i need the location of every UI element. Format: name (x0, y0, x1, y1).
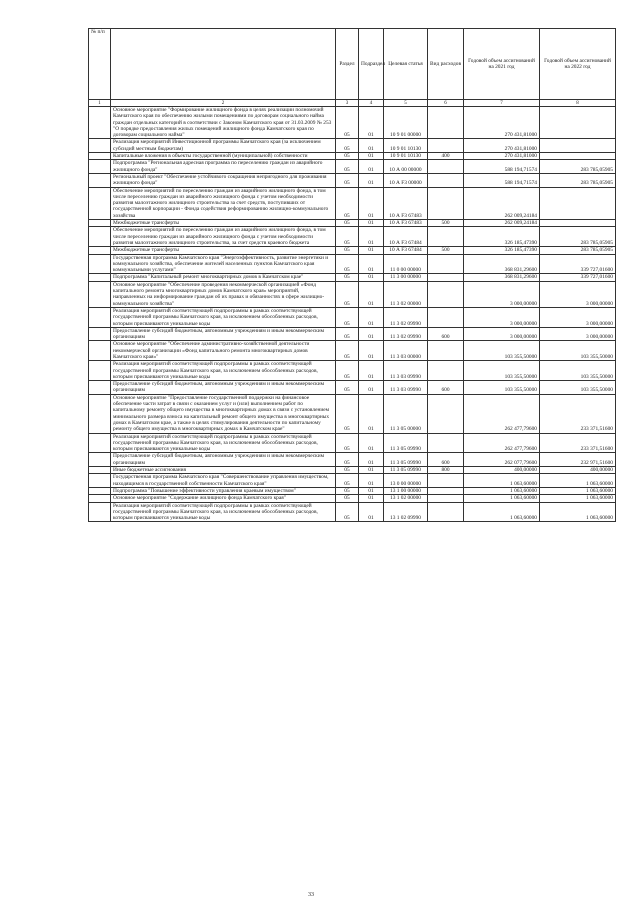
row-number-cell (89, 139, 111, 153)
row-name-cell: Обеспечение мероприятий по переселению граждан из аварийного жилищного фонда, в том числе переселению граждан из аварийного жилищного фонда с учетом необходимости развития малоэтажного жилищного строительства за счет средств, поступивших от государственной корпорации - Фонда содействия реформированию жилищно-коммунального хозяйства (111, 187, 336, 219)
row-year-2021-cell: 588 194,71574 (464, 160, 540, 174)
row-year-2022-cell: 283 785,05905 (540, 173, 616, 187)
row-number-cell (89, 495, 111, 502)
row-expense-type-cell (428, 160, 464, 174)
row-subsection-cell: 01 (359, 254, 384, 274)
row-expense-type-cell (428, 281, 464, 307)
row-year-2021-cell: 262 477,79600 (464, 394, 540, 433)
row-subsection-cell: 01 (359, 107, 384, 139)
row-subsection-cell: 01 (359, 381, 384, 395)
row-section-cell: 05 (336, 254, 359, 274)
row-number-cell (89, 173, 111, 187)
row-year-2021-cell: 103 355,50000 (464, 361, 540, 381)
row-target-article-cell: 11 0 00 00000 (384, 254, 428, 274)
row-subsection-cell: 01 (359, 187, 384, 219)
row-subsection-cell: 01 (359, 227, 384, 247)
row-year-2022-cell (540, 187, 616, 219)
table-row (89, 187, 616, 219)
table-row (89, 327, 616, 341)
row-name-cell: Обеспечение мероприятий по переселению граждан из аварийного жилищного фонда, в том числе переселению граждан из аварийного жилищного фонда с учетом необходимости развития малоэтажного жилищного строительства, за счет средств краевого бюджета (111, 227, 336, 247)
row-section-cell: 05 (336, 247, 359, 254)
row-target-article-cell: 10 А F3 67484 (384, 247, 428, 254)
row-subsection-cell: 01 (359, 394, 384, 433)
table-row (89, 160, 616, 174)
row-number-cell (89, 281, 111, 307)
row-expense-type-cell (428, 227, 464, 247)
row-number-cell (89, 394, 111, 433)
row-subsection-cell: 01 (359, 474, 384, 488)
row-year-2022-cell: 1 063,60000 (540, 487, 616, 494)
col-number: 8 (540, 100, 616, 107)
row-year-2021-cell: 1 063,60000 (464, 495, 540, 502)
row-section-cell: 05 (336, 327, 359, 341)
row-year-2022-cell: 1 063,60000 (540, 502, 616, 522)
row-expense-type-cell (428, 254, 464, 274)
row-year-2022-cell: 103 355,50000 (540, 381, 616, 395)
row-number-cell (89, 467, 111, 474)
header-num: № п/п (89, 29, 111, 100)
col-number: 2 (111, 100, 336, 107)
table-header-row (89, 29, 616, 100)
row-subsection-cell: 01 (359, 247, 384, 254)
row-section-cell: 05 (336, 433, 359, 453)
row-section-cell: 05 (336, 495, 359, 502)
col-number: 4 (359, 100, 384, 107)
row-target-article-cell: 11 3 00 00000 (384, 274, 428, 281)
row-year-2022-cell: 233 371,51600 (540, 394, 616, 433)
row-target-article-cell: 11 3 05 00000 (384, 394, 428, 433)
table-row (89, 502, 616, 522)
row-subsection-cell: 01 (359, 153, 384, 160)
row-expense-type-cell (428, 502, 464, 522)
row-name-cell: Региональный проект "Обеспечение устойчивого сокращения непригодного для проживания жилищного фонда" (111, 173, 336, 187)
row-target-article-cell: 10 А F3 67484 (384, 227, 428, 247)
row-name-cell: Основное мероприятие "Формирование жилищного фонда в целях реализации полномочий Камчатского края по обеспечению жилыми помещениями по договорам социального найма граждан отдельных категорий в соответствии с Законом Камчатского края от 31.03.2009 № 253 "О порядке предоставления жилых помещений жилищного фонда Камчатского края по договорам социального найма" (111, 107, 336, 139)
table-row (89, 220, 616, 227)
row-expense-type-cell (428, 487, 464, 494)
row-year-2021-cell: 1 063,60000 (464, 502, 540, 522)
row-number-cell (89, 220, 111, 227)
row-year-2021-cell: 326 185,47390 (464, 247, 540, 254)
table-row (89, 153, 616, 160)
row-target-article-cell: 11 3 03 09990 (384, 381, 428, 395)
row-subsection-cell: 01 (359, 453, 384, 467)
table-row (89, 173, 616, 187)
row-target-article-cell: 13 1 02 09990 (384, 502, 428, 522)
row-name-cell: Реализация мероприятий соответствующей подпрограммы в рамках соответствующей государственной программы Камчатского края, за исключением обособленных расходов, которым присваиваются уникальные коды (111, 307, 336, 327)
table-row (89, 139, 616, 153)
table-row (89, 381, 616, 395)
row-subsection-cell: 01 (359, 173, 384, 187)
row-section-cell: 05 (336, 220, 359, 227)
table-row (89, 227, 616, 247)
row-year-2021-cell: 368 831,29600 (464, 274, 540, 281)
row-subsection-cell: 01 (359, 220, 384, 227)
row-year-2022-cell: 339 727,01600 (540, 254, 616, 274)
header-subsection: Подраздел (359, 29, 384, 100)
row-name-cell: Межбюджетные трансферты (111, 247, 336, 254)
row-target-article-cell: 10 А F3 67483 (384, 187, 428, 219)
row-year-2022-cell: 233 371,51600 (540, 433, 616, 453)
row-subsection-cell: 01 (359, 281, 384, 307)
table-row (89, 394, 616, 433)
row-subsection-cell: 01 (359, 327, 384, 341)
row-section-cell: 05 (336, 227, 359, 247)
row-expense-type-cell: 800 (428, 467, 464, 474)
row-target-article-cell: 11 3 02 00000 (384, 281, 428, 307)
row-expense-type-cell (428, 474, 464, 488)
row-name-cell: Государственная программа Камчатского края "Энергоэффективность, развитие энергетики и коммунального хозяйства, обеспечение жителей населенных пунктов Камчатского края коммунальными услугами" (111, 254, 336, 274)
row-name-cell: Подпрограмма "Повышение эффективности управления краевым имуществом" (111, 487, 336, 494)
row-target-article-cell: 11 3 05 09990 (384, 467, 428, 474)
row-subsection-cell: 01 (359, 160, 384, 174)
row-section-cell: 05 (336, 274, 359, 281)
row-target-article-cell: 10 9 01 10130 (384, 139, 428, 153)
col-number: 5 (384, 100, 428, 107)
row-year-2021-cell: 326 185,47390 (464, 227, 540, 247)
row-section-cell: 05 (336, 107, 359, 139)
row-year-2022-cell: 3 000,00000 (540, 327, 616, 341)
row-year-2021-cell: 270 431,81000 (464, 107, 540, 139)
row-year-2021-cell: 400,00000 (464, 467, 540, 474)
row-number-cell (89, 247, 111, 254)
row-year-2021-cell: 262 077,79600 (464, 453, 540, 467)
row-subsection-cell: 01 (359, 433, 384, 453)
budget-allocation-table (88, 28, 616, 522)
row-year-2021-cell: 103 355,50000 (464, 381, 540, 395)
row-number-cell (89, 433, 111, 453)
row-number-cell (89, 474, 111, 488)
row-number-cell (89, 361, 111, 381)
table-row (89, 474, 616, 488)
row-section-cell: 05 (336, 474, 359, 488)
row-section-cell: 05 (336, 487, 359, 494)
table-row (89, 247, 616, 254)
table-row (89, 274, 616, 281)
row-expense-type-cell (428, 341, 464, 361)
row-expense-type-cell: 600 (428, 381, 464, 395)
row-number-cell (89, 327, 111, 341)
row-number-cell (89, 153, 111, 160)
row-name-cell: Предоставление субсидий бюджетным, автономным учреждениям и иным некоммерческим организациям (111, 381, 336, 395)
header-year-2022: Годовой объем ассигнований на 2022 год (540, 29, 616, 100)
row-number-cell (89, 381, 111, 395)
row-target-article-cell: 10 9 01 00000 (384, 107, 428, 139)
col-number: 6 (428, 100, 464, 107)
row-expense-type-cell (428, 307, 464, 327)
row-number-cell (89, 502, 111, 522)
row-target-article-cell: 11 3 03 00000 (384, 341, 428, 361)
row-name-cell: Предоставление субсидий бюджетным, автономным учреждениям и иным некоммерческим организациям (111, 327, 336, 341)
row-number-cell (89, 160, 111, 174)
row-name-cell: Реализация мероприятий соответствующей подпрограммы в рамках соответствующей государственной программы Камчатского края, за исключением обособленных расходов, которым присваиваются уникальные коды (111, 361, 336, 381)
row-year-2021-cell: 262 009,24184 (464, 187, 540, 219)
row-section-cell: 05 (336, 381, 359, 395)
row-expense-type-cell (428, 394, 464, 433)
row-target-article-cell: 10 А 00 00000 (384, 160, 428, 174)
row-year-2021-cell: 3 000,00000 (464, 281, 540, 307)
row-year-2022-cell: 400,00000 (540, 467, 616, 474)
row-year-2022-cell: 3 000,00000 (540, 307, 616, 327)
row-year-2021-cell: 270 431,81000 (464, 153, 540, 160)
row-section-cell: 05 (336, 139, 359, 153)
row-subsection-cell: 01 (359, 467, 384, 474)
header-section: Раздел (336, 29, 359, 100)
header-expense-type: Вид расходов (428, 29, 464, 100)
row-year-2022-cell: 283 785,05905 (540, 247, 616, 254)
row-name-cell: Иные бюджетные ассигнования (111, 467, 336, 474)
row-subsection-cell: 01 (359, 502, 384, 522)
table-row (89, 487, 616, 494)
row-expense-type-cell (428, 187, 464, 219)
table-row (89, 453, 616, 467)
row-expense-type-cell (428, 274, 464, 281)
row-year-2021-cell: 1 063,60000 (464, 474, 540, 488)
row-name-cell: Подпрограмма "Капитальный ремонт многоквартирных домов в Камчатском крае" (111, 274, 336, 281)
row-expense-type-cell (428, 173, 464, 187)
row-subsection-cell: 01 (359, 495, 384, 502)
col-number: 3 (336, 100, 359, 107)
table-row (89, 467, 616, 474)
row-expense-type-cell (428, 139, 464, 153)
header-name (111, 29, 336, 100)
table-row (89, 341, 616, 361)
table-row (89, 361, 616, 381)
row-name-cell: Реализация мероприятий Инвестиционной программы Камчатского края (за исключением субсидий местным бюджетам) (111, 139, 336, 153)
row-subsection-cell: 01 (359, 361, 384, 381)
row-subsection-cell: 01 (359, 274, 384, 281)
row-target-article-cell: 13 1 02 00000 (384, 495, 428, 502)
row-section-cell: 05 (336, 502, 359, 522)
row-year-2021-cell: 262 009,24184 (464, 220, 540, 227)
row-section-cell: 05 (336, 307, 359, 327)
row-name-cell: Основное мероприятие "Предоставление государственной поддержки на финансовое обеспечение части затрат в связи с оказанием услуг и (или) выполнением работ по капитальному ремонту общего имущества в многоквартирных домах в связи с установлением минимального размера взноса на капитальный ремонт общего имущества в многоквартирных домах в Камчатском крае, а также в целях стимулирования деятельности по капитальному ремонту общего имущества в многоквартирных домах в Камчатском крае" (111, 394, 336, 433)
row-expense-type-cell: 500 (428, 247, 464, 254)
row-year-2022-cell (540, 139, 616, 153)
row-expense-type-cell (428, 107, 464, 139)
row-section-cell: 05 (336, 160, 359, 174)
row-name-cell: Реализация мероприятий соответствующей подпрограммы в рамках соответствующей государственной программы Камчатского края, за исключением обособленных расходов, которым присваиваются уникальные коды (111, 502, 336, 522)
row-name-cell: Предоставление субсидий бюджетным, автономным учреждениям и иным некоммерческим организациям (111, 453, 336, 467)
row-year-2021-cell: 3 000,00000 (464, 327, 540, 341)
row-expense-type-cell (428, 433, 464, 453)
row-year-2021-cell: 3 000,00000 (464, 307, 540, 327)
row-number-cell (89, 107, 111, 139)
row-year-2022-cell: 1 063,60000 (540, 495, 616, 502)
row-subsection-cell: 01 (359, 139, 384, 153)
row-year-2021-cell: 262 477,79600 (464, 433, 540, 453)
row-year-2022-cell: 3 000,00000 (540, 281, 616, 307)
row-year-2022-cell: 1 063,60000 (540, 474, 616, 488)
row-expense-type-cell: 600 (428, 327, 464, 341)
row-subsection-cell: 01 (359, 341, 384, 361)
table-row (89, 281, 616, 307)
row-expense-type-cell: 400 (428, 153, 464, 160)
row-target-article-cell: 11 3 05 09990 (384, 433, 428, 453)
row-year-2022-cell: 232 971,51600 (540, 453, 616, 467)
row-year-2022-cell: 103 355,50000 (540, 341, 616, 361)
row-number-cell (89, 274, 111, 281)
row-year-2021-cell: 103 355,50000 (464, 341, 540, 361)
row-target-article-cell: 10 9 01 10130 (384, 153, 428, 160)
row-year-2022-cell (540, 153, 616, 160)
row-year-2021-cell: 1 063,60000 (464, 487, 540, 494)
row-section-cell: 05 (336, 187, 359, 219)
row-target-article-cell: 11 3 03 09990 (384, 361, 428, 381)
row-year-2022-cell (540, 220, 616, 227)
table-row (89, 254, 616, 274)
column-numbers-row (89, 100, 616, 107)
row-target-article-cell: 11 3 05 09990 (384, 453, 428, 467)
row-year-2022-cell: 103 355,50000 (540, 361, 616, 381)
table-row (89, 107, 616, 139)
header-target-article: Целевая статья (384, 29, 428, 100)
row-year-2021-cell: 270 431,81000 (464, 139, 540, 153)
row-year-2021-cell: 368 831,29600 (464, 254, 540, 274)
row-expense-type-cell (428, 495, 464, 502)
table-row (89, 307, 616, 327)
table-row (89, 495, 616, 502)
row-year-2022-cell: 283 785,05905 (540, 160, 616, 174)
row-section-cell: 05 (336, 173, 359, 187)
row-year-2022-cell (540, 107, 616, 139)
row-number-cell (89, 254, 111, 274)
row-target-article-cell: 13 0 00 00000 (384, 474, 428, 488)
row-number-cell (89, 227, 111, 247)
row-target-article-cell: 10 А F3 00000 (384, 173, 428, 187)
row-year-2022-cell: 339 727,01600 (540, 274, 616, 281)
row-name-cell: Основное мероприятие "Обеспечение проведения некоммерческой организацией «Фонд капитального ремонта многоквартирных домов Камчатского края» мероприятий, направленных на информирование граждан об их правах и обязанностях в сфере жилищно-коммунального хозяйства" (111, 281, 336, 307)
row-expense-type-cell (428, 361, 464, 381)
col-number: 7 (464, 100, 540, 107)
row-section-cell: 05 (336, 394, 359, 433)
row-number-cell (89, 307, 111, 327)
row-name-cell: Подпрограмма "Региональная адресная программа по переселению граждан из аварийного жилищного фонда" (111, 160, 336, 174)
row-target-article-cell: 11 3 02 09990 (384, 307, 428, 327)
row-name-cell: Основное мероприятие "Содержание жилищного фонда Камчатского края" (111, 495, 336, 502)
table-body (89, 107, 616, 522)
row-expense-type-cell: 600 (428, 453, 464, 467)
col-number: 1 (89, 100, 111, 107)
row-year-2022-cell: 283 785,05905 (540, 227, 616, 247)
page-number: 33 (308, 892, 314, 898)
row-number-cell (89, 453, 111, 467)
row-section-cell: 05 (336, 453, 359, 467)
row-section-cell: 05 (336, 467, 359, 474)
budget-table-sheet (88, 28, 615, 522)
row-name-cell: Основное мероприятие "Обеспечение административно-хозяйственной деятельности некоммерческой организации «Фонд капитального ремонта многоквартирных домов Камчатского края»" (111, 341, 336, 361)
row-target-article-cell: 13 1 00 00000 (384, 487, 428, 494)
row-target-article-cell: 10 А F3 67483 (384, 220, 428, 227)
row-target-article-cell: 11 3 02 09990 (384, 327, 428, 341)
row-name-cell: Государственная программа Камчатского края "Совершенствование управления имуществом, находящимся в государственной собственности Камчатского края" (111, 474, 336, 488)
row-name-cell: Межбюджетные трансферты (111, 220, 336, 227)
row-expense-type-cell: 500 (428, 220, 464, 227)
row-section-cell: 05 (336, 361, 359, 381)
row-subsection-cell: 01 (359, 487, 384, 494)
row-name-cell: Реализация мероприятий соответствующей подпрограммы в рамках соответствующей государственной программы Камчатского края, за исключением обособленных расходов, которым присваиваются уникальные коды (111, 433, 336, 453)
row-name-cell: Капитальные вложения в объекты государственной (муниципальной) собственности (111, 153, 336, 160)
row-number-cell (89, 187, 111, 219)
row-section-cell: 05 (336, 153, 359, 160)
row-year-2021-cell: 588 194,71574 (464, 173, 540, 187)
row-section-cell: 05 (336, 341, 359, 361)
row-number-cell (89, 341, 111, 361)
header-year-2021: Годовой объем ассигнований на 2021 год (464, 29, 540, 100)
row-subsection-cell: 01 (359, 307, 384, 327)
row-number-cell (89, 487, 111, 494)
row-section-cell: 05 (336, 281, 359, 307)
table-row (89, 433, 616, 453)
